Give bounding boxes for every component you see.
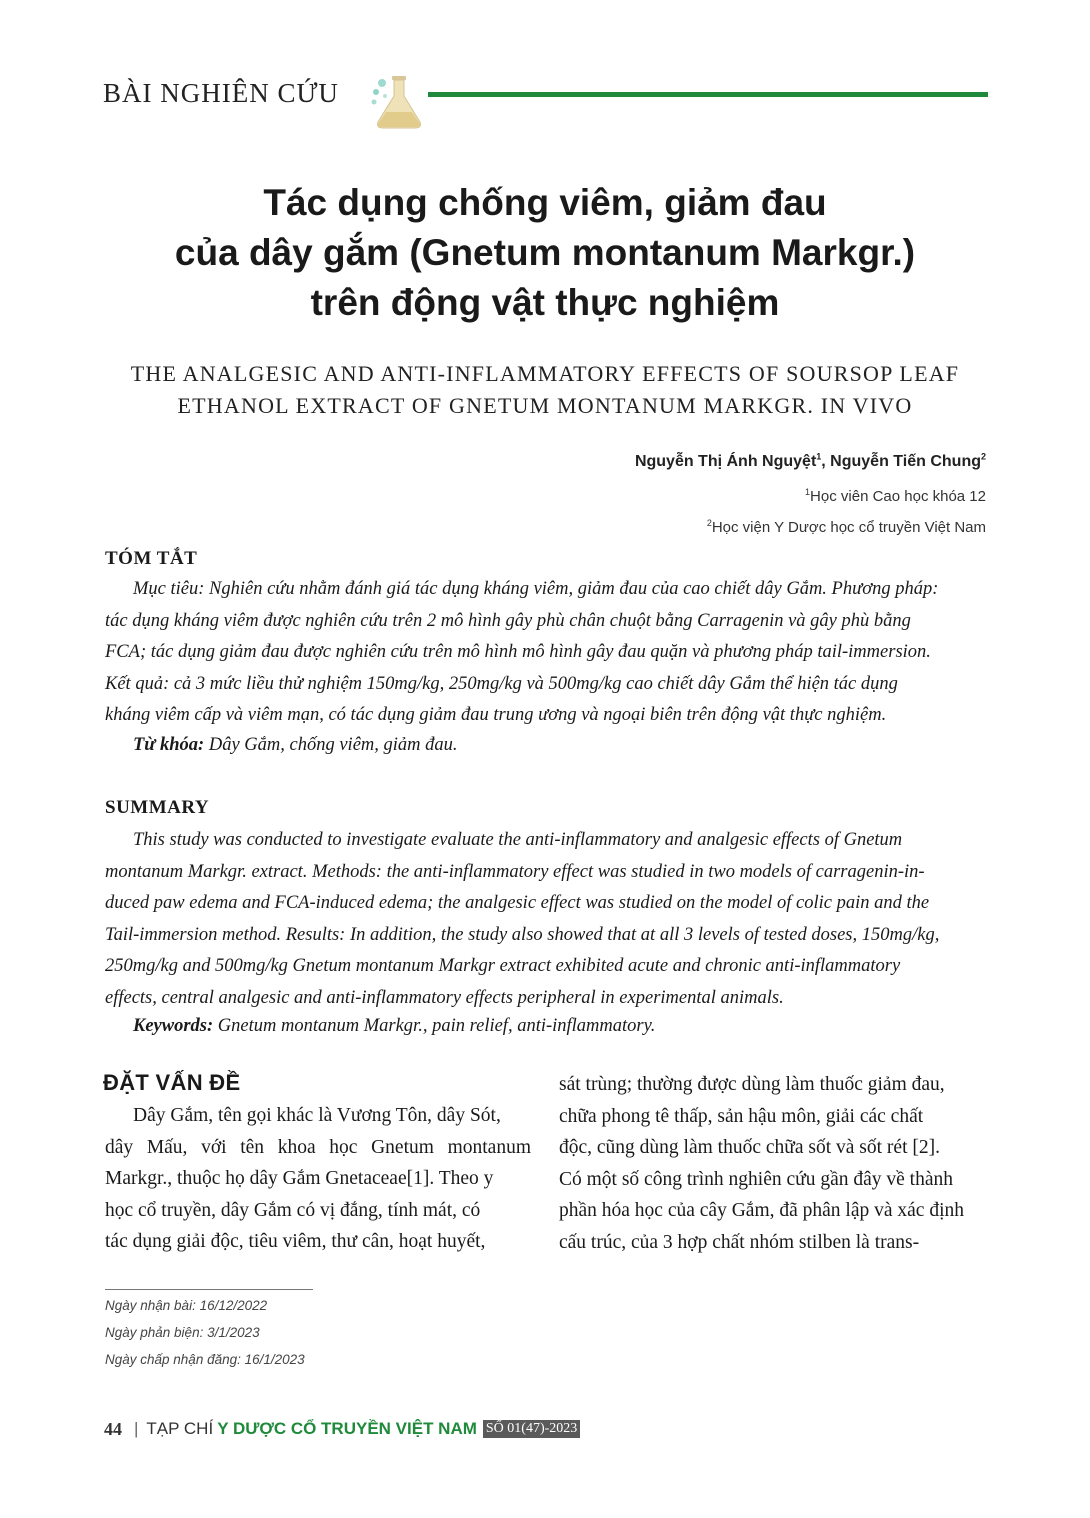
abstract-vi-body <box>105 574 987 732</box>
magazine-prefix: TẠP CHÍ <box>146 1419 214 1438</box>
author-affiliation-mark: 1 <box>816 451 822 462</box>
summary-line: effects, central analgesic and anti-inflammatory effects peripheral in experimental animals. <box>105 987 784 1008</box>
date-received: Ngày nhận bài: 16/12/2022 <box>105 1298 268 1313</box>
title-line: của dây gắm (Gnetum montanum Markgr.) <box>174 232 916 273</box>
affiliation-1 <box>805 488 986 505</box>
body-line: Dây Gắm, tên gọi khác là Vương Tôn, dây Sót, <box>133 1105 501 1126</box>
body-line: Có một số công trình nghiên cứu gần đây về thành <box>559 1168 953 1190</box>
page-number: 44 <box>104 1418 122 1439</box>
summary-line: montanum Markgr. extract. Methods: the anti-inflammatory effect was studied in two models of carragenin-in- <box>105 861 925 882</box>
affiliation-text: Học viện Y Dược học cổ truyền Việt Nam <box>711 519 986 536</box>
keywords-en <box>133 1016 655 1037</box>
keywords-text: Gnetum montanum Markgr., pain relief, anti-inflammatory. <box>213 1016 656 1036</box>
footer-separator: | <box>134 1419 139 1438</box>
page-footer <box>104 1417 580 1441</box>
abstract-line: FCA; tác dụng giảm đau được nghiên cứu trên mô hình mô hình gây đau quặn và phương pháp tail-immersion. <box>105 642 931 662</box>
affiliation-2 <box>707 519 986 536</box>
date-accepted: Ngày chấp nhận đăng: 16/1/2023 <box>105 1352 305 1367</box>
body-line: chữa phong tê thấp, sản hậu môn, giải các chất <box>559 1105 924 1127</box>
abstract-line: Kết quả: cả 3 mức liều thử nghiệm 150mg/kg, 250mg/kg và 500mg/kg cao chiết dây Gắm thể hiện tác dụng <box>105 673 898 694</box>
keywords-label: Keywords: <box>133 1016 214 1036</box>
body-line: phần hóa học của cây Gắm, đã phân lập và xác định <box>559 1200 965 1222</box>
author-affiliation-mark: 2 <box>980 451 986 462</box>
author-name: Nguyễn Thị Ánh Nguyệt <box>634 453 817 470</box>
summary-line: duced paw edema and FCA-induced edema; the analgesic effect was studied on the model of colic pain and the <box>105 893 930 913</box>
author-list <box>635 453 986 471</box>
author-name: Nguyễn Tiến Chung <box>830 453 981 470</box>
title-line: Tác dụng chống viêm, giảm đau <box>263 182 827 223</box>
english-title <box>0 358 1090 422</box>
body-line: học cổ truyền, dây Gắm có vị đắng, tính mát, có <box>105 1199 481 1221</box>
body-line: sát trùng; thường được dùng làm thuốc giảm đau, <box>559 1074 945 1095</box>
article-title <box>0 178 1090 328</box>
header-rule <box>428 92 988 97</box>
footnote-rule <box>105 1289 313 1290</box>
intro-right-column <box>559 1069 987 1259</box>
abstract-line: tác dụng kháng viêm được nghiên cứu trên 2 mô hình gây phù chân chuột bằng Carragenin và gây phù bằng <box>105 610 911 631</box>
journal-name: Y DƯỢC CỔ TRUYỀN VIỆT NAM <box>217 1419 477 1438</box>
keywords-label: Từ khóa: <box>133 735 205 755</box>
keywords-text: Dây Gắm, chống viêm, giảm đau. <box>204 735 458 755</box>
summary-line: Tail-immersion method. Results: In addition, the study also showed that at all 3 levels of tested doses, 150mg/kg, <box>105 924 940 945</box>
body-line: độc, cũng dùng làm thuốc chữa sốt và sốt rét [2]. <box>559 1137 940 1159</box>
flask-icon <box>368 68 428 130</box>
abstract-vi-heading: TÓM TẮT <box>105 548 198 569</box>
body-line: tác dụng giải độc, tiêu viêm, thư cân, hoạt huyết, <box>105 1231 486 1253</box>
section-label: BÀI NGHIÊN CỨU <box>103 78 339 108</box>
body-line: cấu trúc, của 3 hợp chất nhóm stilben là trans- <box>559 1231 920 1253</box>
abstract-line: Mục tiêu: Nghiên cứu nhằm đánh giá tác dụng kháng viêm, giảm đau của cao chiết dây Gắm. Phương pháp: <box>133 579 939 599</box>
intro-left-column <box>105 1100 531 1258</box>
summary-line: 250mg/kg and 500mg/kg Gnetum montanum Markgr extract exhibited acute and chronic anti-inflammatory <box>105 956 901 976</box>
keywords-vi <box>133 735 458 756</box>
intro-heading: ĐẶT VẤN ĐỀ <box>103 1070 241 1095</box>
author-separator: , <box>821 453 831 470</box>
title-line: trên động vật thực nghiệm <box>310 282 780 323</box>
affiliation-mark: 1 <box>805 487 811 497</box>
date-reviewed: Ngày phản biện: 3/1/2023 <box>105 1325 260 1340</box>
body-line: Markgr., thuộc họ dây Gắm Gnetaceae[1]. Theo y <box>105 1168 494 1190</box>
affiliation-mark: 2 <box>706 518 712 528</box>
affiliation-text: Học viên Cao học khóa 12 <box>810 488 986 505</box>
abstract-en-heading: SUMMARY <box>105 797 210 818</box>
issue-badge: SỐ 01(47)-2023 <box>483 1420 580 1438</box>
summary-line: This study was conducted to investigate evaluate the anti-inflammatory and analgesic effects of Gnetum <box>133 830 903 850</box>
english-title-line: THE ANALGESIC AND ANTI-INFLAMMATORY EFFECTS OF SOURSOP LEAF <box>130 361 960 386</box>
abstract-en-body <box>105 825 987 1014</box>
body-line: dây Mấu, với tên khoa học Gnetum montanum <box>105 1136 531 1158</box>
english-title-line: ETHANOL EXTRACT OF GNETUM MONTANUM MARKGR. IN VIVO <box>177 393 913 418</box>
abstract-line: kháng viêm cấp và viêm mạn, có tác dụng giảm đau trung ương và ngoại biên trên động vật thực nghiệm. <box>105 705 887 725</box>
